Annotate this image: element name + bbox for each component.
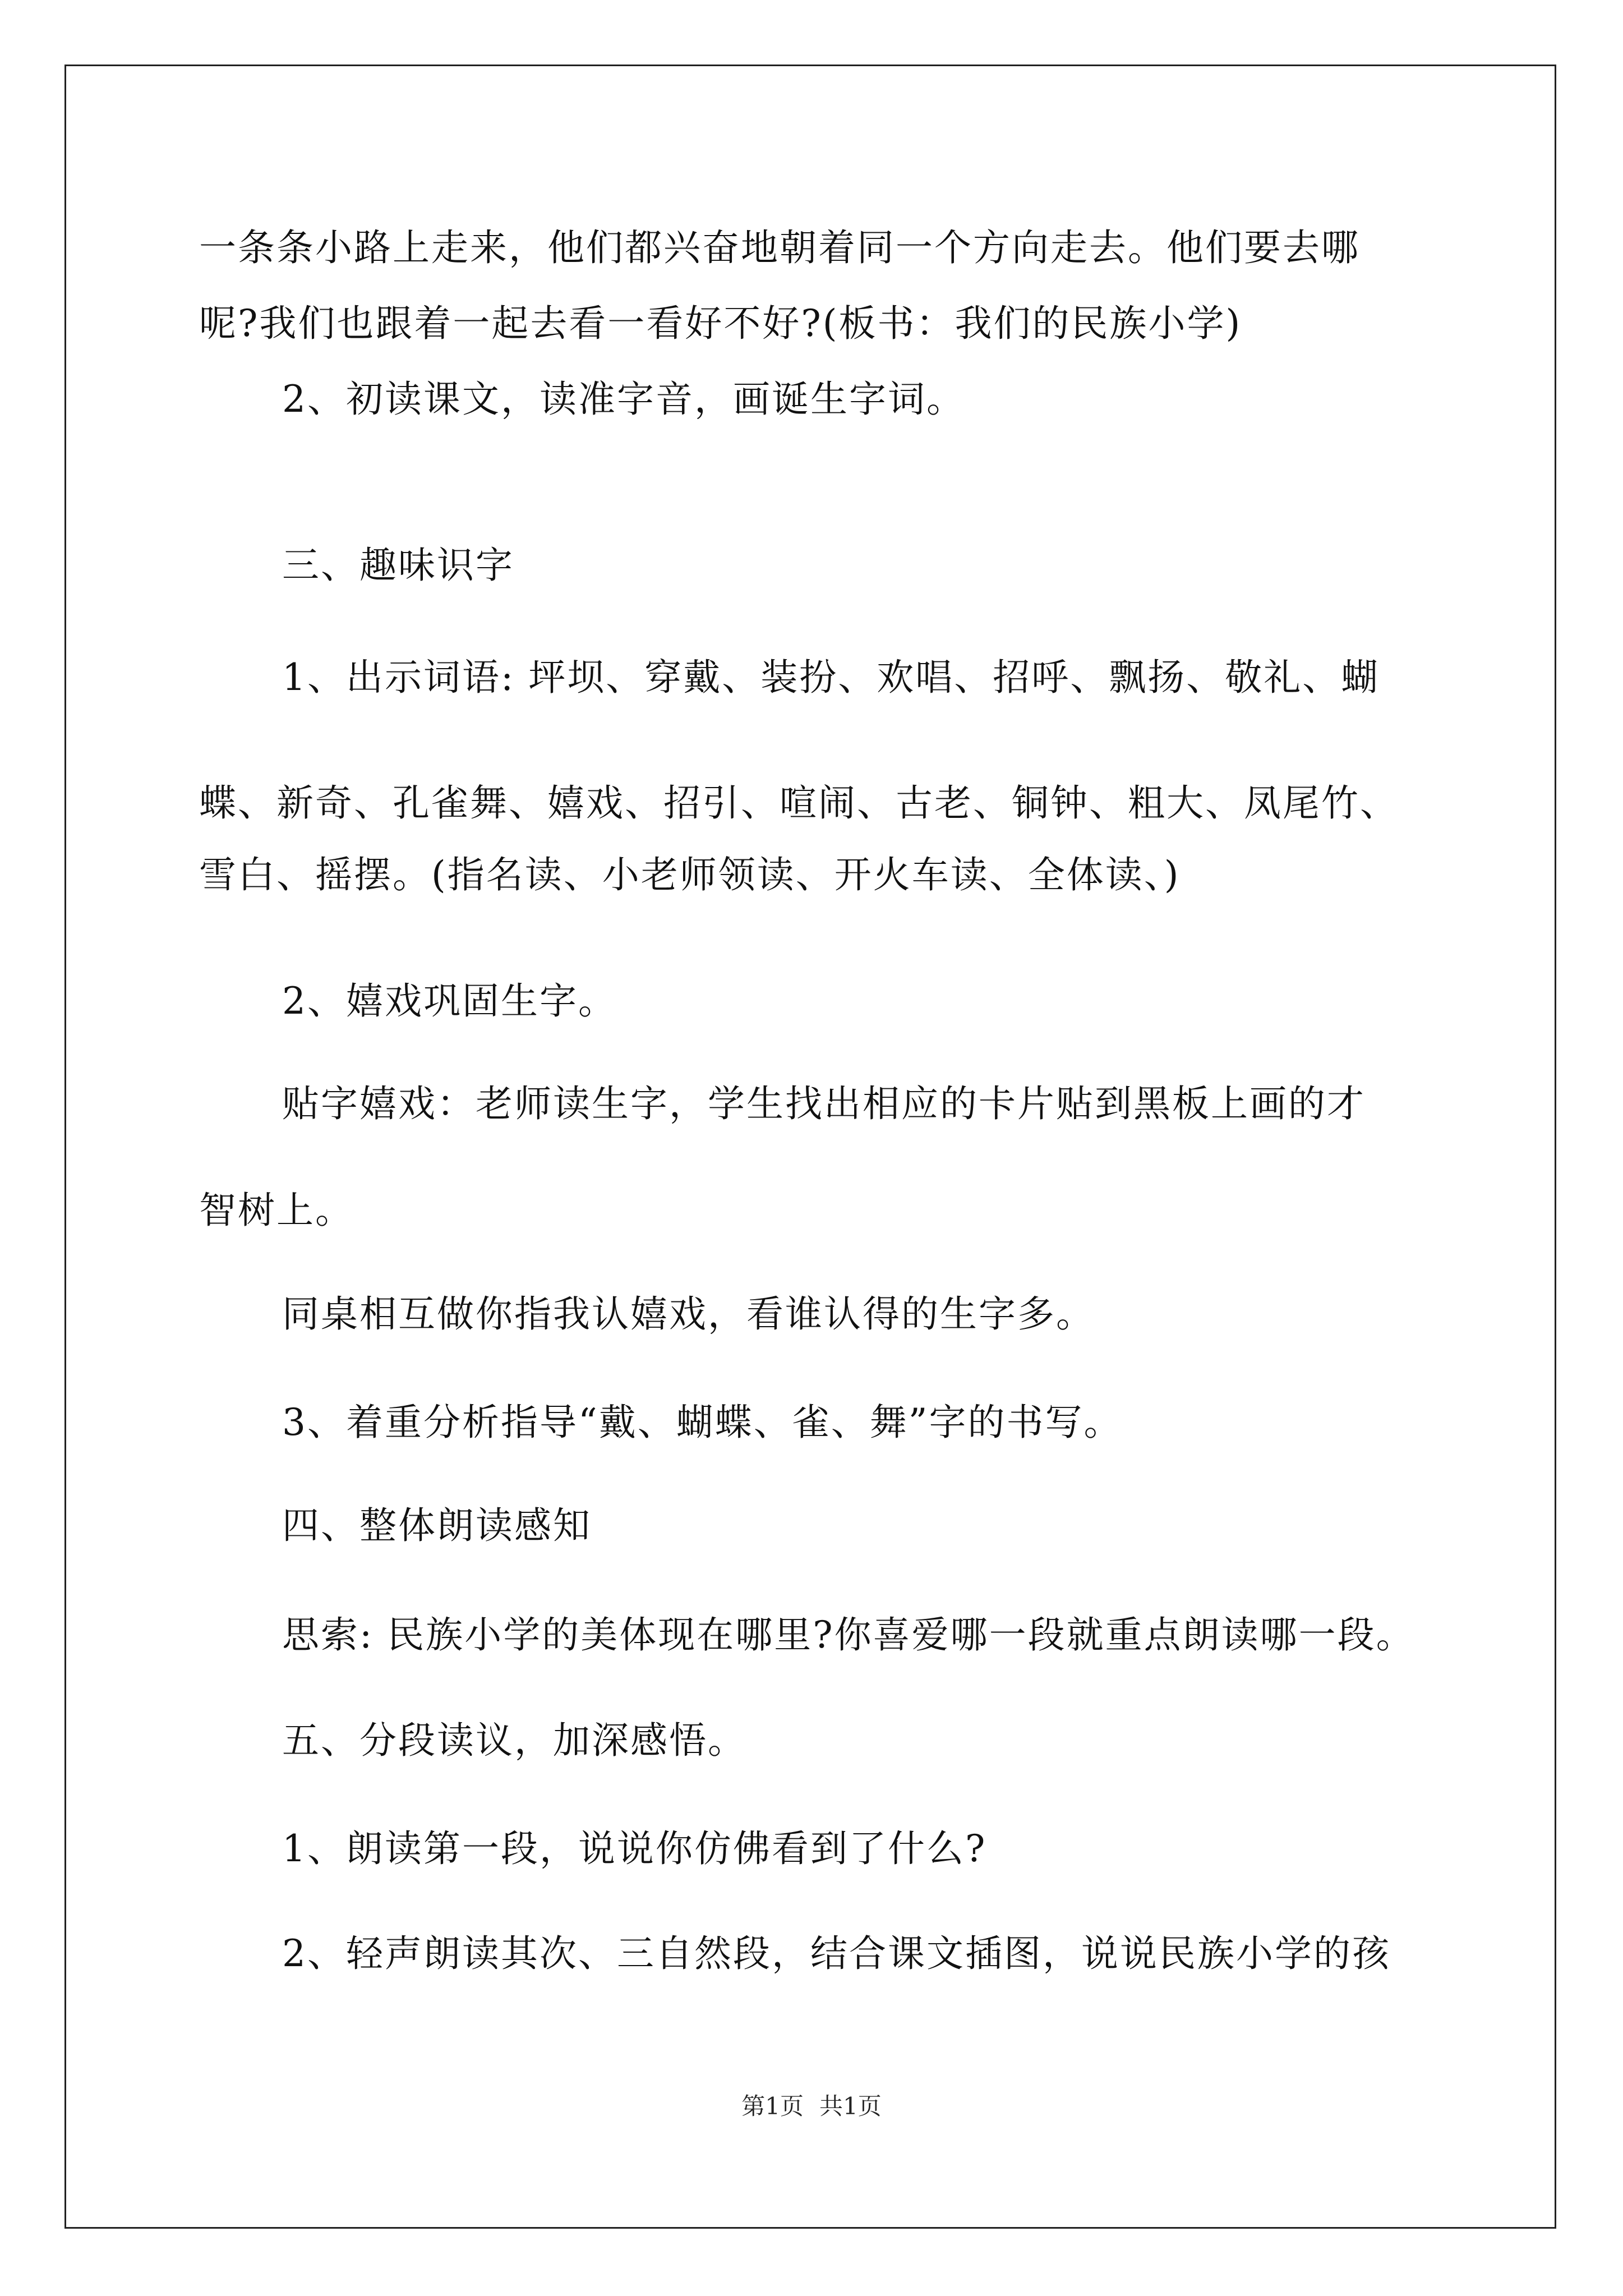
text-line: 3、着重分析指导“戴、蝴蝶、雀、舞”字的书写。 xyxy=(282,1401,1123,1444)
text-line: 一条条小路上走来，他们都兴奋地朝着同一个方向走去。他们要去哪 xyxy=(199,226,1360,269)
page-total: 共1页 xyxy=(819,2092,882,2120)
text-line: 雪白、摇摆。(指名读、小老师领读、开火车读、全体读、) xyxy=(199,853,1181,896)
section-heading: 五、分段读议，加深感悟。 xyxy=(282,1719,746,1762)
text-line: 呢?我们也跟着一起去看一看好不好?(板书：我们的民族小学) xyxy=(199,302,1242,345)
text-line: 2、轻声朗读其次、三自然段，结合课文插图，说说民族小学的孩 xyxy=(282,1932,1391,1975)
section-heading: 三、趣味识字 xyxy=(282,544,514,587)
text-line: 1、朗读第一段，说说你仿佛看到了什么? xyxy=(282,1827,987,1870)
text-line: 蝶、新奇、孔雀舞、嬉戏、招引、喧闹、古老、铜钟、粗大、凤尾竹、 xyxy=(199,781,1399,825)
section-heading: 四、整体朗读感知 xyxy=(282,1504,592,1547)
page-footer xyxy=(0,2092,1623,2120)
text-line: 2、初读课文，读准字音，画诞生字词。 xyxy=(282,378,965,421)
text-line: 思索: 民族小学的美体现在哪里?你喜爱哪一段就重点朗读哪一段。 xyxy=(282,1613,1415,1657)
text-line: 贴字嬉戏：老师读生字，学生找出相应的卡片贴到黑板上画的才 xyxy=(282,1082,1366,1125)
text-line: 1、出示词语: 坪坝、穿戴、装扮、欢唱、招呼、飘扬、敬礼、蝴 xyxy=(282,656,1380,699)
text-line: 同桌相互做你指我认嬉戏，看谁认得的生字多。 xyxy=(282,1292,1095,1336)
text-line: 智树上。 xyxy=(199,1189,354,1232)
text-line: 2、嬉戏巩固生字。 xyxy=(282,979,617,1023)
page-number: 第1页 xyxy=(741,2092,804,2120)
